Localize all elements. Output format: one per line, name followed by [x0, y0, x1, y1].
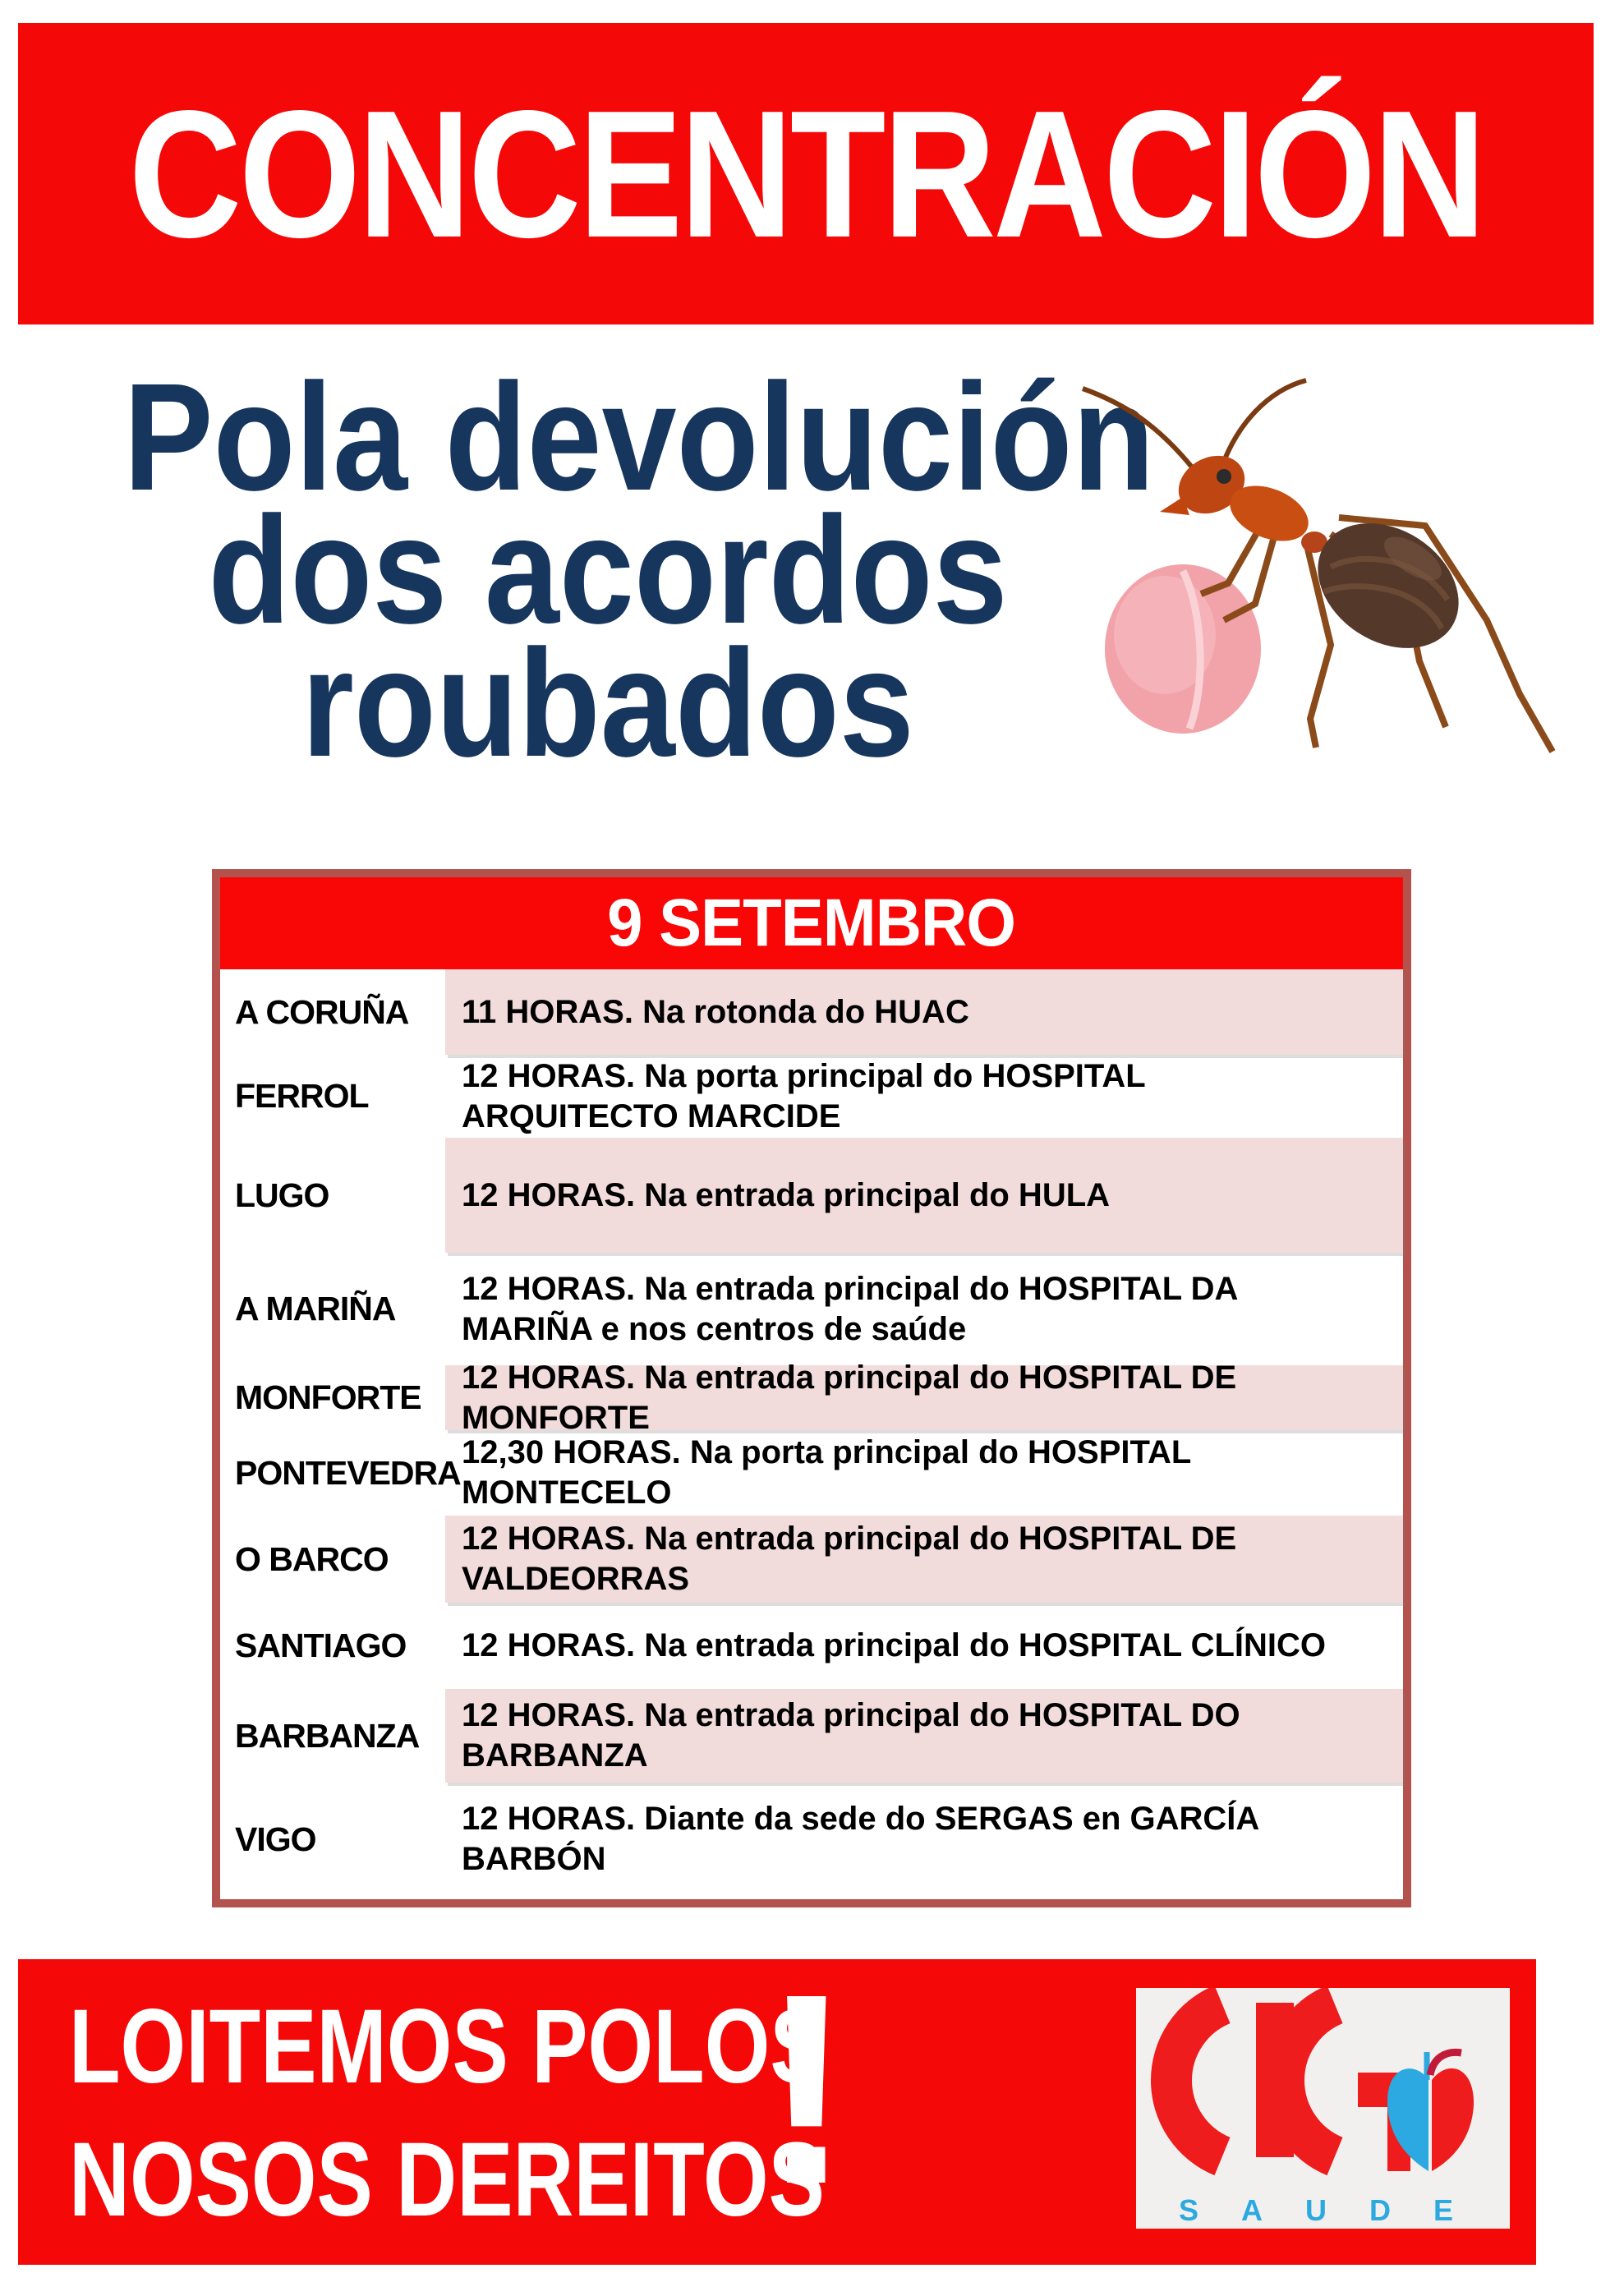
schedule-table [212, 869, 1411, 1907]
event-detail: 12 HORAS. Na entrada principal do HULA [445, 1138, 1403, 1253]
subtitle-line: roubados [301, 619, 914, 789]
event-detail: 12 HORAS. Na entrada principal do HOSPITAL DE MONFORTE [445, 1365, 1403, 1430]
event-detail: 12 HORAS. Na porta principal do HOSPITAL ARQUITECTO MARCIDE [462, 1057, 1145, 1134]
logo-letter-g [1284, 2004, 1335, 2156]
table-row [220, 1516, 1403, 1603]
ant-antenna [1083, 389, 1199, 476]
subtitle-line: dos acordos [208, 485, 1008, 656]
event-detail: 11 HORAS. Na rotonda do HUAC [445, 969, 1403, 1055]
event-detail: 12 HORAS. Na entrada principal do HOSPITAL CLÍNICO [462, 1627, 1327, 1663]
event-detail: 12 HORAS. Na entrada principal do HOSPITAL DO BARBANZA [445, 1689, 1403, 1783]
event-detail: 12,30 HORAS. Na porta principal do HOSPITAL MONTECELO [462, 1434, 1191, 1511]
table-row [220, 1138, 1403, 1253]
table-row [220, 969, 1403, 1055]
slogan-line: NOSOS DEREITOS [69, 2121, 825, 2238]
table-row [220, 1359, 1403, 1436]
city-label: PONTEVEDRA [220, 1430, 445, 1516]
city-label: MONFORTE [220, 1365, 445, 1430]
city-label: O BARCO [220, 1516, 445, 1603]
cig-logo-icon [1136, 1988, 1510, 2229]
slogan-line: LOITEMOS POLOS [69, 1988, 826, 2105]
bottom-red-band [18, 1937, 1536, 2265]
schedule-header [220, 877, 1403, 969]
event-detail: 12 HORAS. Na entrada principal do HOSPITAL DE VALDEORRAS [445, 1516, 1403, 1603]
city-label: SANTIAGO [220, 1603, 445, 1689]
table-row [220, 1783, 1403, 1896]
table-row [220, 1055, 1403, 1138]
poster-subtitle [123, 352, 1155, 789]
city-label: BARBANZA [220, 1689, 445, 1783]
top-red-band [18, 23, 1594, 324]
table-row [220, 1430, 1403, 1516]
ant-pill-illustration [1060, 374, 1614, 826]
city-label: VIGO [220, 1783, 445, 1896]
table-row [220, 1603, 1403, 1689]
footer-slogan [69, 1981, 826, 2247]
poster-title: CONCENTRACIÓN [128, 71, 1484, 275]
city-label: FERROL [220, 1055, 445, 1138]
logo-apple-red-half [1432, 2068, 1474, 2171]
table-row [220, 1689, 1403, 1783]
subtitle-line: Pola devolución [123, 352, 1155, 522]
ant-antenna [1220, 380, 1306, 472]
logo-letter-c [1171, 2004, 1222, 2156]
logo-subtext: SAUDE [1179, 2193, 1497, 2227]
schedule-date: 9 SETEMBRO [607, 886, 1016, 960]
event-detail: 12 HORAS. Na entrada principal do HOSPITAL DA MARIÑA e nos centros de saúde [462, 1270, 1237, 1347]
exclamation-mark: ! [761, 1937, 852, 2240]
event-detail: 12 HORAS. Diante da sede do SERGAS en GARCÍA BARBÓN [462, 1801, 1258, 1877]
city-label: A CORUÑA [220, 969, 445, 1055]
city-label: A MARIÑA [220, 1253, 445, 1365]
table-row [220, 1253, 1403, 1365]
ant-eye [1217, 469, 1231, 484]
ant-pill-icon [1060, 374, 1614, 826]
city-label: LUGO [220, 1138, 445, 1253]
cig-saude-logo [1136, 1988, 1510, 2229]
